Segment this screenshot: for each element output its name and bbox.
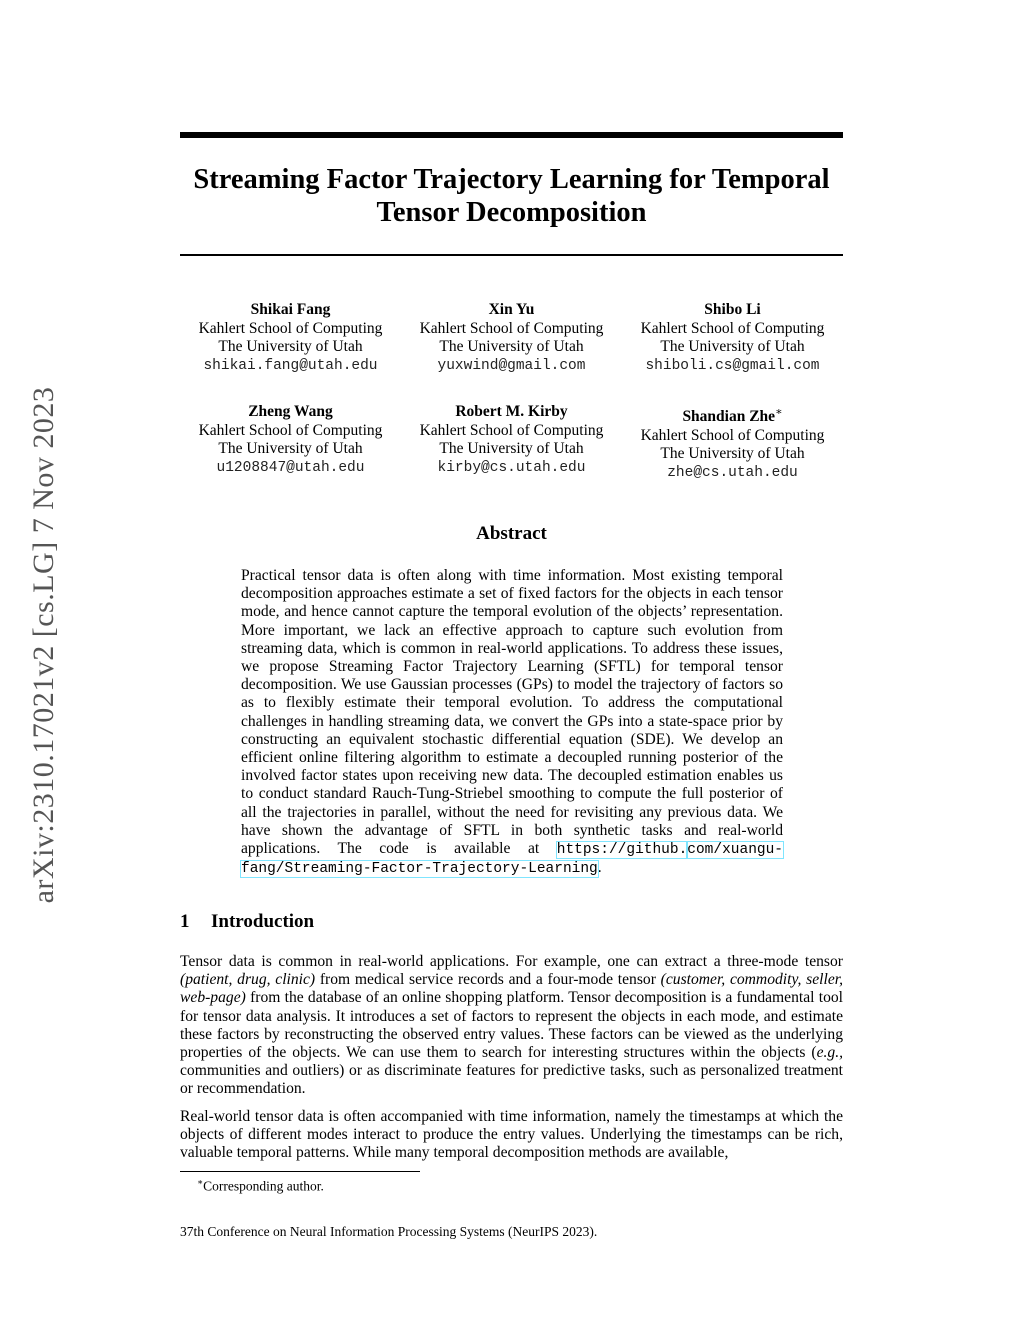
intro-paragraph-2: Real-world tensor data is often accompanied with time information, namely the timestamps at which the objects of different modes interact to produce the entry values. Underlying the timestamps can be rich, valuable temporal patterns. While many temporal decomposition methods are available, <box>180 1108 843 1162</box>
author-affiliation: Kahlert School of Computing <box>419 319 604 337</box>
author-name: Shibo Li <box>704 301 761 318</box>
example-tensor-1: (patient, drug, clinic) <box>180 971 316 989</box>
author-name: Xin Yu <box>488 301 535 318</box>
abstract-heading: Abstract <box>476 523 547 544</box>
author-row-2 <box>180 403 843 505</box>
example-tensor-2: (customer, commodity, seller, web-page) <box>180 971 843 1007</box>
title-bottom-rule <box>180 254 843 256</box>
title-line-1: Streaming Factor Trajectory Learning for Temporal <box>193 164 830 195</box>
author-card <box>622 403 843 505</box>
corresponding-author-mark: ∗ <box>775 406 783 418</box>
author-affiliation: Kahlert School of Computing <box>198 421 383 439</box>
author-university: The University of Utah <box>218 338 363 355</box>
abstract-body <box>241 567 783 878</box>
section-number: 1 <box>180 911 190 932</box>
code-link[interactable]: https://github. <box>556 842 688 859</box>
author-email[interactable]: zhe@cs.utah.edu <box>667 464 798 481</box>
author-email[interactable]: yuxwind@gmail.com <box>437 357 586 374</box>
author-name: Shikai Fang <box>250 301 331 318</box>
author-email[interactable]: shikai.fang@utah.edu <box>203 357 378 374</box>
author-name: Zheng Wang <box>248 403 333 420</box>
conference-venue: 37th Conference on Neural Information Processing Systems (NeurIPS 2023). <box>180 1224 598 1239</box>
author-university: The University of Utah <box>439 440 584 457</box>
author-affiliation: Kahlert School of Computing <box>640 426 825 444</box>
author-affiliation: Kahlert School of Computing <box>198 319 383 337</box>
author-card <box>180 301 401 403</box>
author-row-1 <box>180 301 843 403</box>
author-university: The University of Utah <box>439 338 584 355</box>
footnote-rule <box>180 1171 420 1172</box>
arxiv-identifier-stamp: arXiv:2310.17021v2 [cs.LG] 7 Nov 2023 <box>27 386 60 904</box>
author-name: Robert M. Kirby <box>455 403 568 420</box>
title-line-2: Tensor Decomposition <box>376 197 647 228</box>
abstract-end-period: . <box>597 859 602 877</box>
footnote-mark: ∗ <box>197 1177 204 1187</box>
abstract-text: Practical tensor data is often along with time information. Most existing temporal decomposition approaches estimate a set of fixed factors for the objects in each tensor mode, and hence cannot capture the temporal evolution of the objects’ representation. More important, we lack an effective approach to capture such evolution from streaming data, which is common in real-world applications. To address these issues, we propose Streaming Factor Trajectory Learning (SFTL) for temporal tensor decomposition. We use Gaussian processes (GPs) to model the trajectory of factors so as to flexibly estimate their temporal evolution. To address the computational challenges in handling streaming data, we convert the GPs into a state-space prior by constructing an equivalent stochastic differential equation (SDE). We develop an efficient online filtering algorithm to estimate a decoupled running posterior of the involved factor states upon receiving new data. The decoupled estimation enables us to conduct standard Rauch-Tung-Striebel smoothing to compute the full posterior of all the trajectories in parallel, without the need for revisiting any previous data. We have shown the advantage of SFTL in both synthetic tasks and real-world applications. The code is available at <box>241 567 783 858</box>
author-university: The University of Utah <box>660 338 805 355</box>
author-card <box>180 403 401 505</box>
author-block <box>180 301 843 505</box>
author-card <box>401 403 622 505</box>
footnote-text: Corresponding author. <box>203 1178 324 1194</box>
code-link-path[interactable]: com/xuangu-fang/Streaming-Factor-Trajectory-Learning <box>241 842 783 878</box>
author-university: The University of Utah <box>660 445 805 463</box>
author-card <box>401 301 622 403</box>
author-email[interactable]: shiboli.cs@gmail.com <box>645 357 820 374</box>
section-heading-introduction <box>180 911 314 933</box>
author-affiliation: Kahlert School of Computing <box>419 421 604 439</box>
section-title: Introduction <box>211 911 315 932</box>
author-card <box>622 301 843 403</box>
author-affiliation: Kahlert School of Computing <box>640 319 825 337</box>
intro-paragraph-1: Tensor data is common in real-world applications. For example, one can extract a three-mode tensor (patient, drug, clinic) from medical service records and a four-mode tensor (customer, commodity, seller, web-page) from the database of an online shopping platform. Tensor decomposition is a fundamental tool for tensor data analysis. It introduces a set of factors to represent the objects in each mode, and estimate these factors by reconstructing the observed entry values. These factors can be viewed as the underlying properties of the objects. We can use them to search for interesting structures within the objects (e.g., communities and outliers) or as discriminate features for predictive tasks, such as personalized treatment or recommendation. <box>180 953 843 1098</box>
footnote <box>197 1177 324 1195</box>
title-top-rule <box>180 132 843 138</box>
author-email[interactable]: kirby@cs.utah.edu <box>437 459 586 476</box>
paper-title <box>180 163 843 229</box>
author-university: The University of Utah <box>218 440 363 457</box>
author-name: Shandian Zhe∗ <box>682 406 783 426</box>
author-email[interactable]: u1208847@utah.edu <box>216 459 365 476</box>
eg-abbrev: e.g., <box>816 1044 843 1062</box>
